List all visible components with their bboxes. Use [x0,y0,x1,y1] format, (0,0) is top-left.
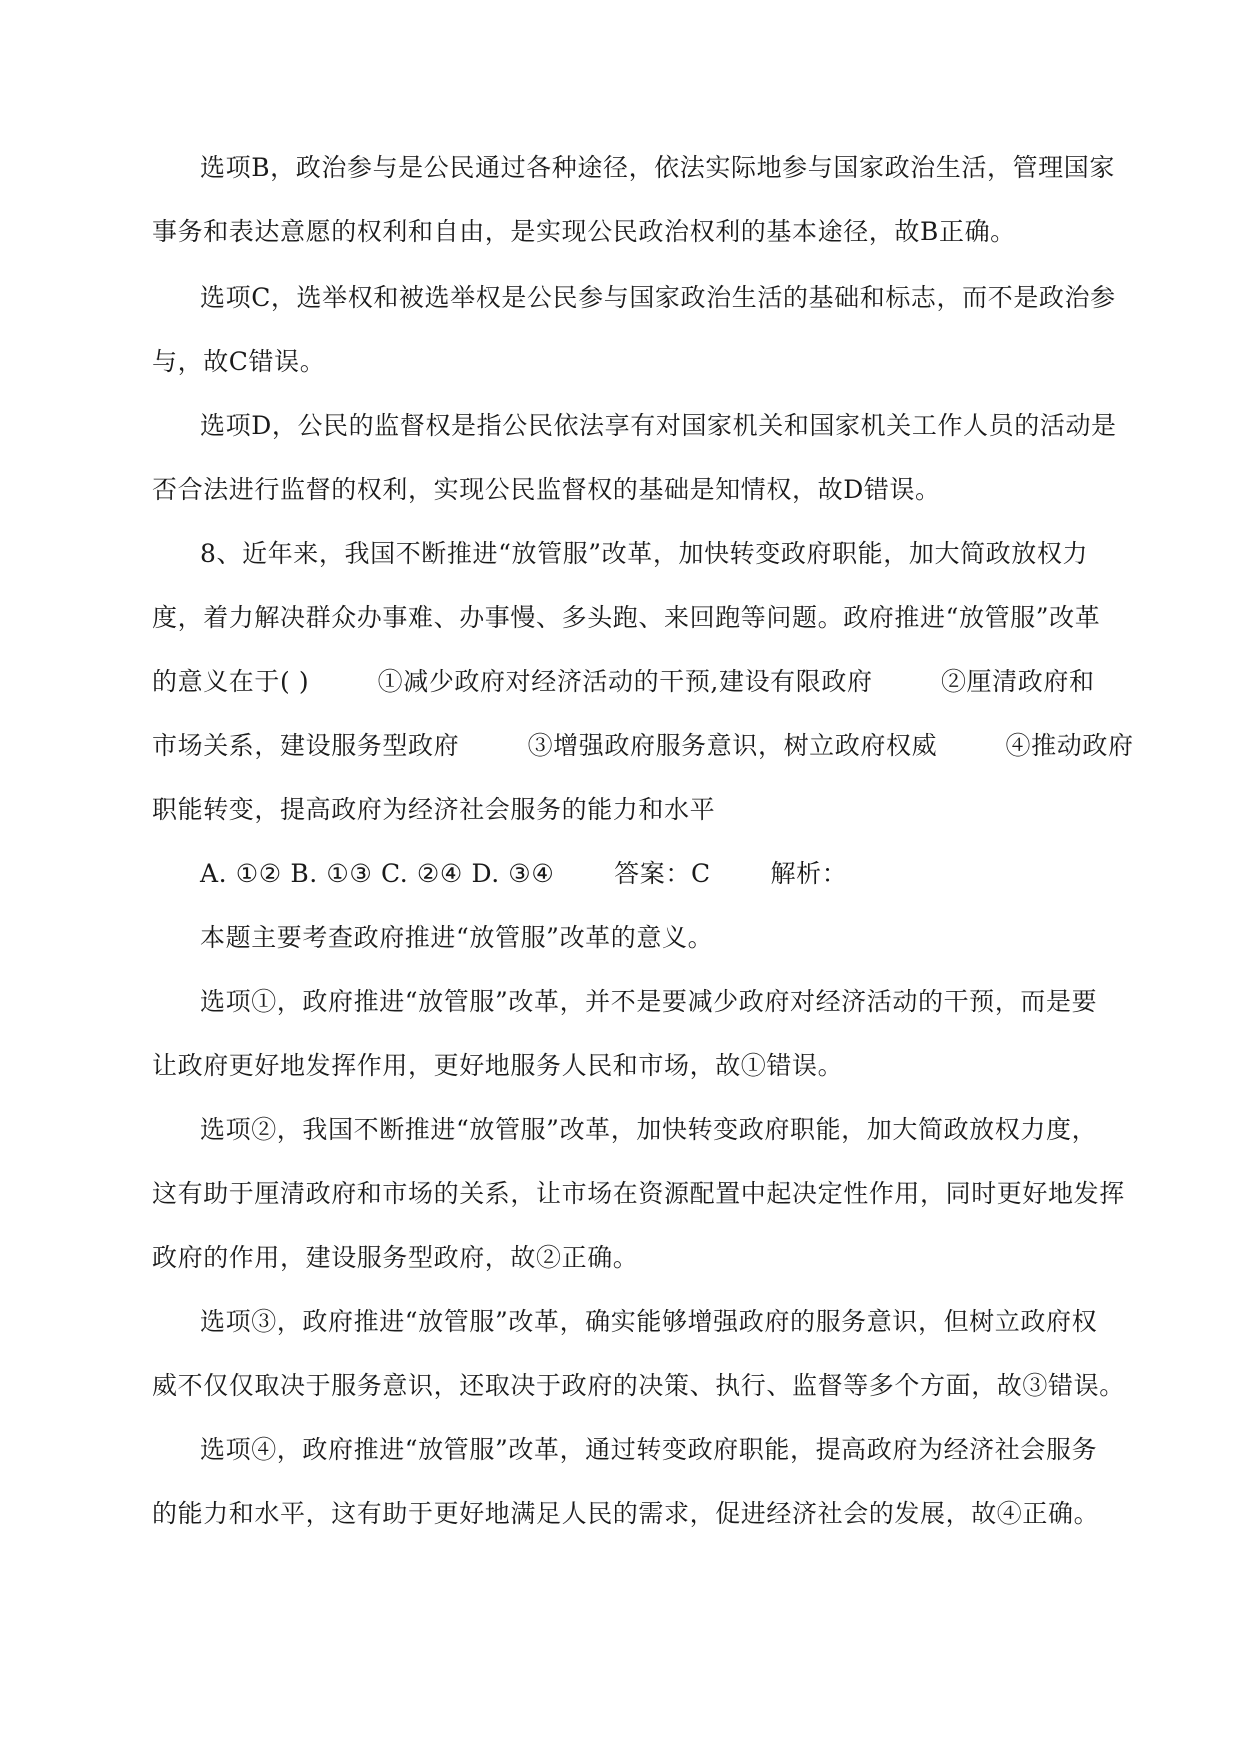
text-line: 选项①，政府推进“放管服”改革，并不是要减少政府对经济活动的干预，而是要 [200,987,1098,1016]
text-line: 政府的作用，建设服务型政府，故②正确。 [152,1243,639,1272]
text-line: 选项B，政治参与是公民通过各种途径，依法实际地参与国家政治生活，管理国家 [200,153,1115,182]
question-8-line: 8、近年来，我国不断推进“放管服”改革，加快转变政府职能，加大简政放权力 [200,539,1089,568]
text-line: 让政府更好地发挥作用，更好地服务人民和市场，故①错误。 [152,1051,844,1080]
text-line: 本题主要考查政府推进“放管服”改革的意义。 [200,923,714,952]
text-line: 选项③，政府推进“放管服”改革，确实能够增强政府的服务意识，但树立政府权 [200,1307,1098,1336]
question-8-line: 度，着力解决群众办事难、办事慢、多头跑、来回跑等问题。政府推进“放管服”改革 [152,603,1101,632]
text-line: 选项④，政府推进“放管服”改革，通过转变政府职能，提高政府为经济社会服务 [200,1435,1098,1464]
text-line: 否合法进行监督的权利，实现公民监督权的基础是知情权，故D错误。 [152,475,941,504]
question-8-line: 职能转变，提高政府为经济社会服务的能力和水平 [152,795,716,824]
text-line: 威不仅仅取决于服务意识，还取决于政府的决策、执行、监督等多个方面，故③错误。 [152,1371,1125,1400]
text-line: 事务和表达意愿的权利和自由，是实现公民政治权利的基本途径，故B正确。 [152,217,1016,246]
text-line: 选项C，选举权和被选举权是公民参与国家政治生活的基础和标志，而不是政治参 [200,283,1116,312]
text-line: 选项②，我国不断推进“放管服”改革，加快转变政府职能，加大简政放权力度， [200,1115,1098,1144]
text-line: 的能力和水平，这有助于更好地满足人民的需求，促进经济社会的发展，故④正确。 [152,1499,1100,1528]
text-line: 选项D，公民的监督权是指公民依法享有对国家机关和国家机关工作人员的活动是 [200,411,1117,440]
question-8-line: 的意义在于( ) ①减少政府对经济活动的干预,建设有限政府 ②厘清政府和 [152,667,1095,696]
answer-line: A. ①② B. ①③ C. ②④ D. ③④ 答案：C 解析： [200,859,848,888]
question-8-line: 市场关系，建设服务型政府 ③增强政府服务意识，树立政府权威 ④推动政府 [152,731,1134,760]
text-line: 这有助于厘清政府和市场的关系，让市场在资源配置中起决定性作用，同时更好地发挥 [152,1179,1125,1208]
text-line: 与，故C错误。 [152,347,326,376]
